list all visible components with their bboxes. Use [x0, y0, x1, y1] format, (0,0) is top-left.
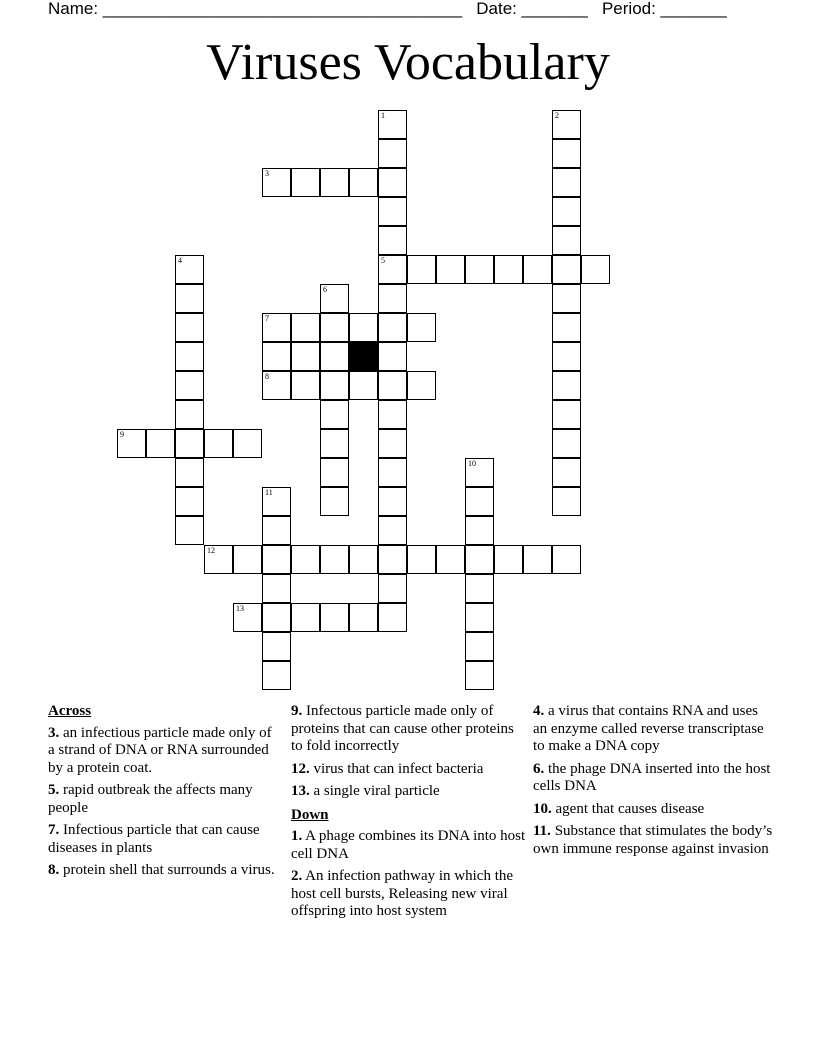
crossword-cell[interactable]	[320, 429, 349, 458]
clue-number-label: 5	[381, 256, 385, 265]
crossword-cell[interactable]	[465, 632, 494, 661]
crossword-cell[interactable]	[378, 226, 407, 255]
clue-down-10: 10. agent that causes disease	[533, 800, 705, 817]
crossword-cell[interactable]	[349, 603, 378, 632]
clue-number-label: 12	[207, 546, 215, 555]
crossword-cell[interactable]	[465, 255, 494, 284]
crossword-cell[interactable]	[378, 574, 407, 603]
crossword-cell[interactable]	[552, 371, 581, 400]
crossword-cell[interactable]	[378, 284, 407, 313]
crossword-cell[interactable]	[378, 458, 407, 487]
clue-down-11: 11. Substance that stimulates the body’s own immune response against invasion	[533, 823, 773, 857]
crossword-cell[interactable]	[233, 429, 262, 458]
clue-number-label: 9	[120, 430, 124, 439]
crossword-cell[interactable]	[378, 110, 407, 139]
crossword-cell[interactable]	[291, 603, 320, 632]
blocked-cell	[349, 342, 378, 371]
crossword-cell[interactable]	[204, 545, 233, 574]
crossword-cell[interactable]	[552, 255, 581, 284]
crossword-cell[interactable]	[465, 661, 494, 690]
crossword-cell[interactable]	[494, 255, 523, 284]
crossword-cell[interactable]	[291, 168, 320, 197]
clues-column-3	[533, 703, 773, 863]
crossword-cell[interactable]	[349, 168, 378, 197]
crossword-cell[interactable]	[291, 313, 320, 342]
crossword-cell[interactable]	[552, 458, 581, 487]
crossword-cell[interactable]	[436, 545, 465, 574]
crossword-cell[interactable]	[320, 284, 349, 313]
crossword-cell[interactable]	[378, 400, 407, 429]
crossword-cell[interactable]	[581, 255, 610, 284]
clue-across-3: 3. an infectious particle made only of a strand of DNA or RNA surrounded by a protein coat.	[48, 724, 272, 776]
crossword-cell[interactable]	[175, 313, 204, 342]
clue-down-4: 4. a virus that contains RNA and uses an enzyme called reverse transcriptase to make a DNA copy	[533, 703, 764, 754]
crossword-cell[interactable]	[465, 487, 494, 516]
crossword-cell[interactable]	[465, 458, 494, 487]
crossword-cell[interactable]	[378, 313, 407, 342]
crossword-cell[interactable]	[175, 516, 204, 545]
crossword-cell[interactable]	[552, 168, 581, 197]
crossword-cell[interactable]	[407, 545, 436, 574]
crossword-cell[interactable]	[320, 313, 349, 342]
crossword-cell[interactable]	[552, 342, 581, 371]
crossword-cell[interactable]	[349, 313, 378, 342]
crossword-cell[interactable]	[465, 574, 494, 603]
clue-across-12: 12. virus that can infect bacteria	[291, 760, 484, 777]
period-field[interactable]: Period: _______	[601, 0, 727, 18]
crossword-cell[interactable]	[378, 429, 407, 458]
crossword-cell[interactable]	[233, 545, 262, 574]
clue-number-label: 4	[178, 256, 182, 265]
crossword-cell[interactable]	[378, 516, 407, 545]
page-title: Viruses Vocabulary	[206, 34, 610, 91]
crossword-cell[interactable]	[407, 371, 436, 400]
clue-number-label: 11	[265, 488, 273, 497]
crossword-cell[interactable]	[552, 284, 581, 313]
crossword-cell[interactable]	[552, 226, 581, 255]
crossword-cell[interactable]	[320, 458, 349, 487]
clues-column-2	[291, 703, 527, 926]
crossword-cell[interactable]	[465, 545, 494, 574]
crossword-cell[interactable]	[262, 487, 291, 516]
crossword-cell[interactable]	[320, 400, 349, 429]
crossword-cell[interactable]	[320, 342, 349, 371]
crossword-cell[interactable]	[117, 429, 146, 458]
date-field[interactable]: Date: _______	[476, 0, 588, 18]
crossword-cell[interactable]	[262, 545, 291, 574]
crossword-cell[interactable]	[262, 603, 291, 632]
crossword-cell[interactable]	[262, 516, 291, 545]
crossword-cell[interactable]	[349, 545, 378, 574]
crossword-cell[interactable]	[320, 545, 349, 574]
clue-number-label: 13	[236, 604, 244, 613]
crossword-cell[interactable]	[552, 545, 581, 574]
crossword-cell[interactable]	[523, 545, 552, 574]
crossword-cell[interactable]	[407, 255, 436, 284]
clue-number-label: 6	[323, 285, 327, 294]
across-heading: Across	[48, 703, 92, 719]
crossword-cell[interactable]	[407, 313, 436, 342]
crossword-cell[interactable]	[175, 458, 204, 487]
clue-across-13: 13. a single viral particle	[291, 783, 440, 799]
crossword-cell[interactable]	[320, 487, 349, 516]
crossword-cell[interactable]	[262, 661, 291, 690]
clue-number-label: 10	[468, 459, 476, 468]
crossword-cell[interactable]	[146, 429, 175, 458]
clue-down-1: 1. A phage combines its DNA into host cell DNA	[291, 828, 526, 862]
crossword-cell[interactable]	[320, 371, 349, 400]
clue-across-7: 7. Infectious particle that can cause diseases in plants	[48, 822, 260, 856]
clue-down-2: 2. An infection pathway in which the host cell bursts, Releasing new viral offspring into host system	[291, 868, 514, 919]
crossword-cell[interactable]	[552, 313, 581, 342]
clue-number-label: 2	[555, 111, 559, 120]
crossword-cell[interactable]	[465, 603, 494, 632]
crossword-cell[interactable]	[552, 487, 581, 516]
clue-across-8: 8. protein shell that surrounds a virus.	[48, 862, 275, 878]
crossword-cell[interactable]	[378, 342, 407, 371]
crossword-cell[interactable]	[378, 255, 407, 284]
crossword-cell[interactable]	[204, 429, 233, 458]
crossword-cell[interactable]	[552, 139, 581, 168]
down-heading: Down	[291, 806, 329, 823]
crossword-cell[interactable]	[494, 545, 523, 574]
clue-number-label: 1	[381, 111, 385, 120]
crossword-cell[interactable]	[378, 603, 407, 632]
crossword-cell[interactable]	[175, 487, 204, 516]
crossword-cell[interactable]	[378, 168, 407, 197]
crossword-cell[interactable]	[262, 342, 291, 371]
clues-column-1	[48, 703, 278, 885]
crossword-cell[interactable]	[320, 603, 349, 632]
crossword-cell[interactable]	[262, 632, 291, 661]
crossword-cell[interactable]	[378, 487, 407, 516]
clue-number-label: 7	[265, 314, 269, 323]
crossword-cell[interactable]	[320, 168, 349, 197]
crossword-cell[interactable]	[175, 400, 204, 429]
crossword-cell[interactable]	[175, 342, 204, 371]
crossword-cell[interactable]	[465, 516, 494, 545]
crossword-cell[interactable]	[262, 313, 291, 342]
crossword-cell[interactable]	[552, 110, 581, 139]
crossword-cell[interactable]	[262, 574, 291, 603]
crossword-cell[interactable]	[349, 371, 378, 400]
crossword-cell[interactable]	[523, 255, 552, 284]
crossword-cell[interactable]	[262, 371, 291, 400]
crossword-cell[interactable]	[378, 545, 407, 574]
crossword-cell[interactable]	[291, 545, 320, 574]
crossword-cell[interactable]	[378, 197, 407, 226]
crossword-cell[interactable]	[552, 197, 581, 226]
clue-across-9: 9. Infectous particle made only of proteins that can cause other proteins to fold incorrectly	[291, 703, 514, 754]
crossword-cell[interactable]	[552, 400, 581, 429]
clue-number-label: 3	[265, 169, 269, 178]
crossword-cell[interactable]	[175, 429, 204, 458]
crossword-cell[interactable]	[378, 371, 407, 400]
crossword-cell[interactable]	[262, 168, 291, 197]
crossword-cell[interactable]	[436, 255, 465, 284]
crossword-cell[interactable]	[291, 371, 320, 400]
crossword-cell[interactable]	[291, 342, 320, 371]
clue-across-5: 5. rapid outbreak the affects many people	[48, 782, 253, 816]
name-field[interactable]: Name: ______________________________________	[48, 0, 463, 18]
crossword-cell[interactable]	[175, 371, 204, 400]
crossword-cell[interactable]	[233, 603, 262, 632]
crossword-cell[interactable]	[175, 255, 204, 284]
crossword-cell[interactable]	[378, 139, 407, 168]
clue-down-6: 6. the phage DNA inserted into the host cells DNA	[533, 760, 771, 794]
clue-number-label: 8	[265, 372, 269, 381]
crossword-cell[interactable]	[175, 284, 204, 313]
crossword-cell[interactable]	[552, 429, 581, 458]
